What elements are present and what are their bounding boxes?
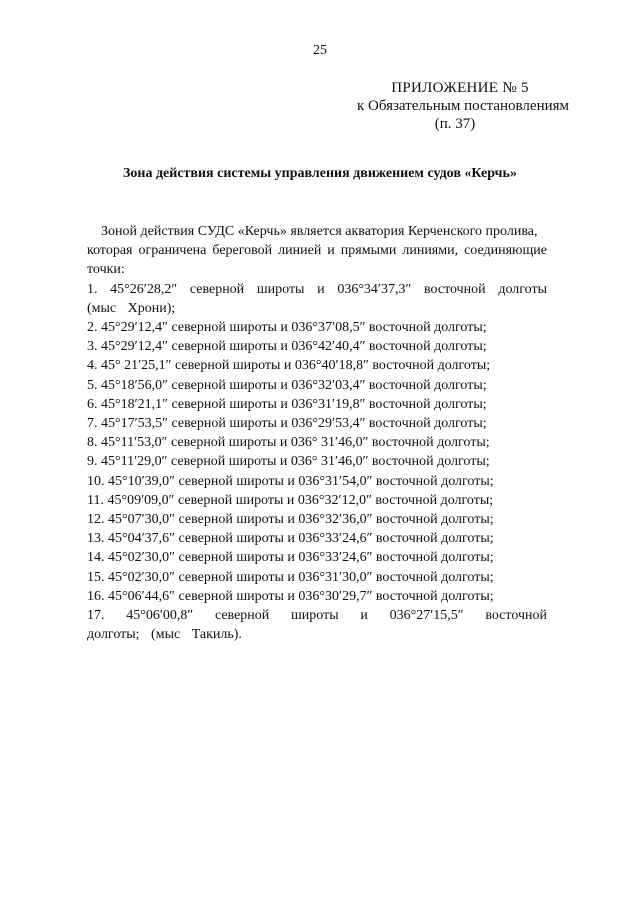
coordinate-point-6: 6. 45°18′21,1″ северной широты и 036°31′19,8″ восточной долготы; — [87, 396, 487, 412]
page-number: 25 — [313, 43, 327, 58]
coordinate-point-16: 16. 45°06′44,6″ северной широты и 036°30′29,7″ восточной долготы; — [87, 588, 494, 604]
coordinate-point-13: 13. 45°04′37,6″ северной широты и 036°33′24,6″ восточной долготы; — [87, 531, 494, 547]
coordinate-point-3: 3. 45°29′12,4″ северной широты и 036°42′40,4″ восточной долготы; — [87, 339, 487, 355]
appendix-title: ПРИЛОЖЕНИЕ № 5 — [391, 80, 529, 96]
coordinate-point-8: 8. 45°11′53,0″ северной широты и 036° 31′46,0″ восточной долготы; — [87, 435, 490, 451]
coordinate-point-4: 4. 45° 21′25,1″ северной широты и 036°40′18,8″ восточной долготы; — [87, 358, 491, 374]
intro-paragraph — [87, 222, 547, 280]
coordinate-point-12: 12. 45°07′30,0″ северной широты и 036°32′36,0″ восточной долготы; — [87, 512, 494, 528]
coordinate-point-2: 2. 45°29′12,4″ северной широты и 036°37′08,5″ восточной долготы; — [87, 320, 487, 336]
appendix-header — [320, 79, 600, 133]
appendix-reference: (п. 37) — [434, 116, 476, 132]
coordinate-point-7: 7. 45°17′53,5″ северной широты и 036°29′53,4″ восточной долготы; — [87, 416, 487, 432]
coordinate-point-11: 11. 45°09′09,0″ северной широты и 036°32′12,0″ восточной долготы; — [87, 492, 494, 508]
document-body — [87, 222, 547, 644]
coordinate-point-1: 1. 45°26′28,2″ северной широты и 036°34′37,3″ восточной долготы (мыс Хрони); — [87, 281, 547, 316]
intro-line-2: которая ограничена береговой линией и прямыми линиями, соединяющие точки: — [87, 243, 547, 278]
coordinate-point-5: 5. 45°18′56,0″ северной широты и 036°32′03,4″ восточной долготы; — [87, 377, 487, 393]
coordinate-point-14: 14. 45°02′30,0″ северной широты и 036°33′24,6″ восточной долготы; — [87, 550, 494, 566]
intro-line-1: Зоной действия СУДС «Керчь» является акватория Керченского пролива, — [101, 224, 538, 239]
coordinate-point-17: 17. 45°06′00,8″ северной широты и 036°27′15,5″ восточной долготы; (мыс Такиль). — [87, 608, 547, 643]
coordinate-point-9: 9. 45°11′29,0″ северной широты и 036° 31′46,0″ восточной долготы; — [87, 454, 490, 470]
coordinate-point-15: 15. 45°02′30,0″ северной широты и 036°31′30,0″ восточной долготы; — [87, 569, 494, 585]
appendix-subtitle: к Обязательным постановлениям — [356, 98, 570, 114]
document-heading: Зона действия системы управления движением судов «Керчь» — [123, 166, 517, 181]
coordinate-point-10: 10. 45°10′39,0″ северной широты и 036°31′54,0″ восточной долготы; — [87, 473, 494, 489]
